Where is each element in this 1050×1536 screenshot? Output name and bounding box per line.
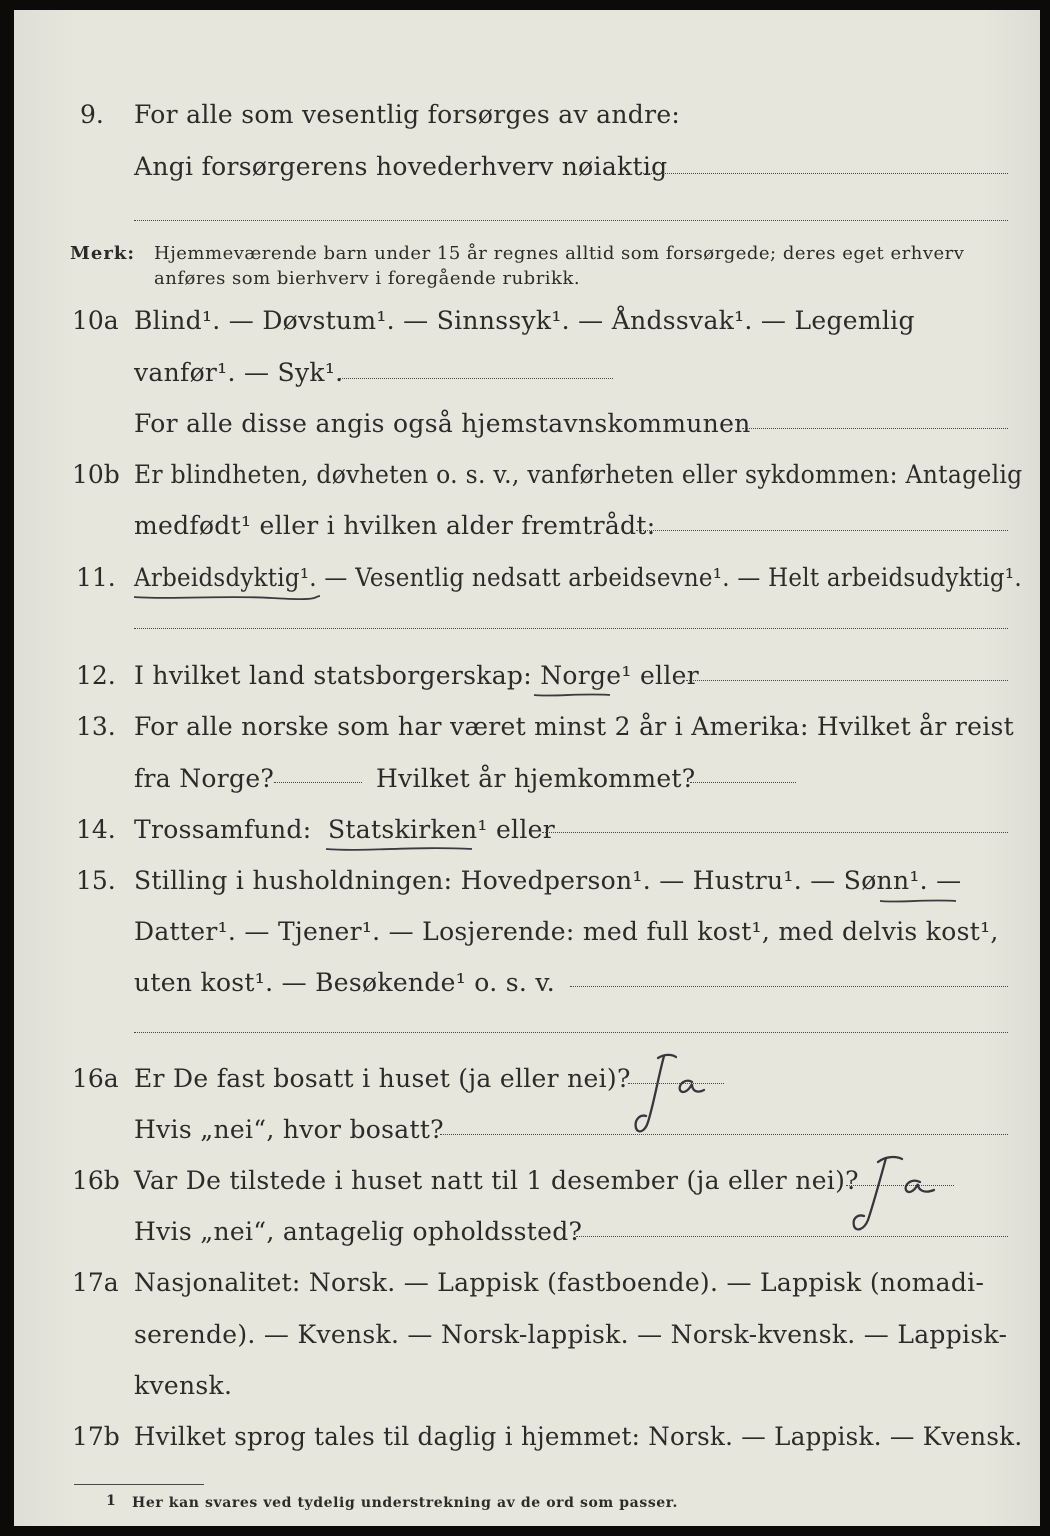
option-norge[interactable]: Norge¹ — [540, 661, 632, 690]
question-14-answer-line[interactable] — [542, 832, 1008, 833]
handwritten-underline-sonn — [878, 896, 958, 906]
option-arbeidsdyktig[interactable]: Arbeidsdyktig¹. — [134, 563, 317, 592]
question-16b-text: Var De tilstede i huset natt til 1 desember (ja eller nei)? — [134, 1166, 859, 1195]
question-12-number: 12. — [76, 661, 116, 690]
question-9-number: 9. — [80, 100, 104, 129]
question-10b-text: Er blindheten, døvheten o. s. v., vanførheten eller sykdommen: Antagelig — [134, 460, 1023, 489]
question-15-line-2: Datter¹. — Tjener¹. — Losjerende: med full kost¹, med delvis kost¹, — [134, 917, 999, 946]
question-16a-text: Er De fast bosatt i huset (ja eller nei)? — [134, 1064, 631, 1093]
handwritten-answer-16b — [842, 1150, 952, 1240]
question-17a-text: Nasjonalitet: Norsk. — Lappisk (fastboende). — Lappisk (nomadi- — [134, 1268, 985, 1297]
question-17a-line-3: kvensk. — [134, 1371, 233, 1400]
question-10b-answer-line[interactable] — [636, 530, 1008, 531]
question-9-answer-line[interactable] — [640, 173, 1008, 174]
merk-label: Merk: — [70, 243, 135, 264]
question-16a-number: 16a — [72, 1064, 119, 1093]
merk-note-line-2: anføres som bierhverv i foregående rubrikk. — [154, 268, 581, 289]
question-15-line-3: uten kost¹. — Besøkende¹ o. s. v. — [134, 968, 556, 997]
question-9-text: For alle som vesentlig forsørges av andre: — [134, 100, 681, 129]
question-10a-text: Blind¹. — Døvstum¹. — Sinnssyk¹. — Åndssvak¹. — Legemlig — [134, 306, 915, 335]
question-16a-bosatt-line[interactable] — [440, 1134, 1008, 1135]
merk-note-line-1: Hjemmeværende barn under 15 år regnes alltid som forsørgede; deres eget erhverv — [154, 243, 965, 264]
question-16b-number: 16b — [72, 1166, 120, 1195]
question-10a-number: 10a — [72, 306, 119, 335]
question-13-hjemkommet-line[interactable] — [690, 782, 796, 783]
handwritten-underline-arbeidsdyktig — [132, 592, 322, 602]
footnote-text: Her kan svares ved tydelig understrekning av de ord som passer. — [132, 1495, 678, 1511]
question-12-text: I hvilket land statsborgerskap: Norge¹ eller — [134, 661, 699, 690]
question-13-hjemkommet-label: Hvilket år hjemkommet? — [376, 764, 696, 793]
question-15-number: 15. — [76, 866, 116, 895]
question-12-answer-line[interactable] — [686, 680, 1008, 681]
question-10a-answer-line[interactable] — [339, 378, 613, 379]
question-15-answer-line[interactable] — [570, 986, 1008, 987]
question-11-text: Arbeidsdyktig¹. — Vesentlig nedsatt arbeidsevne¹. — Helt arbeidsudyktig¹. — [134, 563, 1022, 592]
handwritten-underline-statskirken — [324, 844, 474, 854]
question-10b-number: 10b — [72, 460, 120, 489]
question-9-answer-line-2[interactable] — [134, 220, 1008, 221]
question-17b-number: 17b — [72, 1422, 120, 1451]
question-14-label: Trossamfund: — [134, 815, 312, 844]
question-14-options: Statskirken¹ eller — [328, 815, 555, 844]
handwritten-answer-16a — [628, 1048, 728, 1138]
question-11-number: 11. — [76, 563, 116, 592]
question-17a-line-2: serende). — Kvensk. — Norsk-lappisk. — Norsk-kvensk. — Lappisk- — [134, 1320, 1008, 1349]
option-statskirken[interactable]: Statskirken¹ — [328, 815, 488, 844]
question-17a-number: 17a — [72, 1268, 119, 1297]
question-15-text: Stilling i husholdningen: Hovedperson¹. — Hustru¹. — Sønn¹. — — [134, 866, 962, 895]
question-16b-opholdssted-line[interactable] — [576, 1236, 1008, 1237]
footnote-rule — [74, 1484, 204, 1485]
question-17b-text: Hvilket sprog tales til daglig i hjemmet: Norsk. — Lappisk. — Kvensk. — [134, 1422, 1023, 1451]
footnote-marker: 1 — [106, 1493, 117, 1509]
question-13-reist-line[interactable] — [274, 782, 362, 783]
census-form-page — [14, 10, 1040, 1526]
handwritten-underline-norge — [532, 690, 612, 700]
question-13-text: For alle norske som har været minst 2 år i Amerika: Hvilket år reist — [134, 712, 1015, 741]
question-10b-line-2: medfødt¹ eller i hvilken alder fremtrådt: — [134, 511, 656, 540]
question-10a-line-3: For alle disse angis også hjemstavnskommunen — [134, 409, 751, 438]
question-10a-line-2: vanfør¹. — Syk¹. — [134, 358, 344, 387]
question-16a-line-2: Hvis „nei“, hvor bosatt? — [134, 1115, 444, 1144]
question-16b-line-2: Hvis „nei“, antagelig opholdssted? — [134, 1217, 583, 1246]
question-10a-hjemstavn-line[interactable] — [742, 428, 1008, 429]
question-9-subtext: Angi forsørgerens hovederhverv nøiaktig — [134, 152, 668, 181]
question-13-reist-label: fra Norge? — [134, 764, 275, 793]
question-14-number: 14. — [76, 815, 116, 844]
option-sonn[interactable]: Sønn¹. — [843, 866, 928, 895]
question-15-answer-line-2[interactable] — [134, 1032, 1008, 1033]
question-11-answer-line[interactable] — [134, 628, 1008, 629]
question-13-number: 13. — [76, 712, 116, 741]
